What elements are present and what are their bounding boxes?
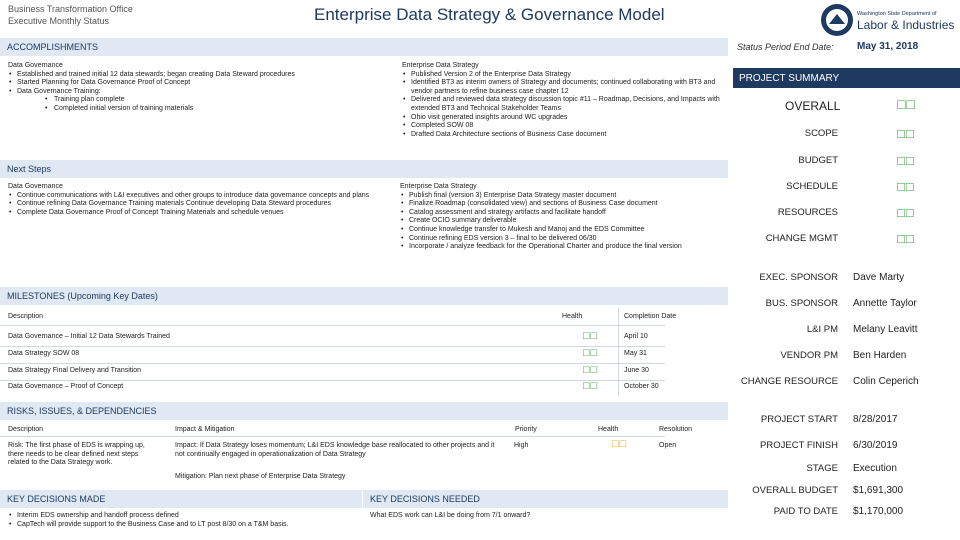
accomplishments-header <box>0 38 728 56</box>
row-divider <box>0 325 665 326</box>
health-status-icon: □□ <box>583 364 599 376</box>
milestone-description: Data Strategy SOW 08 <box>8 350 80 357</box>
list-item: • Established and trained initial 12 data stewards; began creating Data Steward procedures <box>8 71 388 80</box>
section-heading: Enterprise Data Strategy <box>402 62 479 69</box>
list-item: • Continue communications with L&I executives and other groups to introduce data governance concepts and plans <box>8 192 388 201</box>
accomplishments-governance <box>8 62 388 114</box>
next-steps-title: Next Steps <box>7 164 52 174</box>
overall-health <box>733 94 960 118</box>
health-status-icon: □□ <box>583 380 599 392</box>
logo-text-1: Washington State Department of <box>857 11 937 17</box>
summary-value: Annette Taylor <box>853 297 917 309</box>
summary-label: BUS. SPONSOR <box>765 297 838 309</box>
summary-row-pm <box>735 316 960 342</box>
risks-table <box>0 422 728 488</box>
summary-label: STAGE <box>806 462 838 474</box>
key-decisions-needed-text: What EDS work can L&I be doing from 7/1 onward? <box>370 512 531 519</box>
section-heading: Data Governance <box>8 62 63 69</box>
project-summary-header <box>733 68 960 88</box>
list-item: • Training plan complete <box>8 96 388 105</box>
list-item: • Completed SOW 08 <box>402 122 724 131</box>
health-status-icon: □□ <box>897 152 915 168</box>
risk-mitigation: Mitigation: Plan next phase of Enterprise Data Strategy <box>175 473 346 480</box>
health-label: SCHEDULE <box>786 180 838 192</box>
col-header-priority: Priority <box>515 426 537 433</box>
summary-value: Colin Ceperich <box>853 375 919 387</box>
list-item: • Delivered and reviewed data strategy discussion topic #11 – Roadmap, Decisions, and Impacts with extended BT3 and Technical Stakeholder Teams <box>402 96 724 113</box>
summary-row-bus-sponsor <box>735 290 960 316</box>
summary-label: EXEC. SPONSOR <box>759 271 838 283</box>
health-row-scope <box>735 120 960 146</box>
list-item: • CapTech will provide support to the Business Case and to LT post 8/30 on a T&M basis. <box>8 521 358 530</box>
milestone-description: Data Governance – Proof of Concept <box>8 383 124 390</box>
list-item: • Interim EDS ownership and handoff process defined <box>8 512 358 521</box>
health-label: CHANGE MGMT <box>765 232 838 244</box>
table-row <box>0 380 665 394</box>
milestone-date: May 31 <box>624 350 647 357</box>
key-decisions-needed-title: KEY DECISIONS NEEDED <box>370 494 480 504</box>
row-divider <box>0 436 665 437</box>
summary-label: OVERALL BUDGET <box>752 484 838 496</box>
col-header-health: Health <box>598 426 619 433</box>
health-status-icon: □□ <box>612 438 628 450</box>
list-item: • Finalize Roadmap (consolidated view) and sections of Business Case document <box>400 200 722 209</box>
col-header-description: Description <box>8 426 44 433</box>
health-status-icon: □□ <box>897 125 915 141</box>
accomplishments-strategy <box>402 62 724 139</box>
risk-priority: High <box>514 442 529 449</box>
risk-resolution: Open <box>659 442 677 449</box>
list-item: • Continue refining Data Governance Training materials Continue developing Data Steward procedures <box>8 200 388 209</box>
milestone-description: Data Governance – Initial 12 Data Stewards Trained <box>8 333 170 340</box>
health-label: RESOURCES <box>777 206 838 218</box>
list-item: • Continue knowledge transfer to Mukesh and Manoj and the EDS Committee <box>400 226 722 235</box>
summary-row-change-resource <box>735 368 960 394</box>
key-decisions-made-title: KEY DECISIONS MADE <box>7 494 106 504</box>
office-label: Business Transformation Office <box>8 4 133 14</box>
health-status-icon: □□ <box>583 330 599 342</box>
list-item: • Continue refining EDS version 3 – final to be delivered 06/30 <box>400 235 722 244</box>
seal-icon <box>820 3 854 37</box>
health-status-icon: □□ <box>897 96 916 112</box>
health-row-budget <box>735 147 960 173</box>
list-item: • Ohio visit generated insights around WC upgrades <box>402 114 724 123</box>
status-period-value: May 31, 2018 <box>857 41 919 52</box>
milestone-date: October 30 <box>624 383 659 390</box>
summary-row-project-start <box>735 406 960 432</box>
risks-title: RISKS, ISSUES, & DEPENDENCIES <box>7 406 157 416</box>
col-header-description: Description <box>8 313 44 320</box>
key-decisions-made-header <box>0 490 362 508</box>
project-summary-title: PROJECT SUMMARY <box>739 72 840 84</box>
summary-value: Dave Marty <box>853 271 905 283</box>
health-label: SCOPE <box>804 127 838 139</box>
logo-text-2: Labor & Industries <box>857 18 955 32</box>
health-row-schedule <box>735 173 960 199</box>
list-item: • Data Governance Training: <box>8 88 388 97</box>
risk-description: Risk: The first phase of EDS is wrapping up, there needs to be clear defined next steps related to the Data Strategy work. <box>8 442 145 467</box>
summary-label: PROJECT FINISH <box>760 439 838 451</box>
table-row <box>0 364 665 378</box>
list-item: • Completed initial version of training materials <box>8 105 388 114</box>
milestones-header <box>0 287 728 305</box>
summary-label: PAID TO DATE <box>773 505 838 517</box>
status-period-label: Status Period End Date: <box>737 42 834 52</box>
next-steps-governance <box>8 183 388 217</box>
key-decisions-made-list <box>8 512 358 529</box>
summary-value: $1,691,300 <box>853 484 904 496</box>
milestones-table <box>0 308 728 398</box>
milestones-title: MILESTONES (Upcoming Key Dates) <box>7 291 158 301</box>
summary-row-exec-sponsor <box>735 264 960 290</box>
next-steps-strategy <box>400 183 722 252</box>
summary-label: CHANGE RESOURCE <box>740 375 838 387</box>
summary-value: Execution <box>853 462 897 474</box>
summary-value: 6/30/2019 <box>853 439 898 451</box>
health-status-icon: □□ <box>897 178 915 194</box>
list-item: • Identified BT3 as interim owners of Strategy and documents; continued collaborating with BT3 and vendor partners to refine business case chapter 12 <box>402 79 724 96</box>
table-row <box>0 347 665 361</box>
report-subtitle: Executive Monthly Status <box>8 16 110 26</box>
list-item: • Drafted Data Architecture sections of Business Case document <box>402 131 724 140</box>
list-item: • Incorporate / analyze feedback for the Operational Charter and produce the final version <box>400 243 722 252</box>
summary-value: Melany Leavitt <box>853 323 918 335</box>
table-row <box>0 330 665 344</box>
health-label: BUDGET <box>798 154 838 166</box>
summary-row-vendor-pm <box>735 342 960 368</box>
key-decisions-needed-header <box>363 490 728 508</box>
col-header-resolution: Resolution <box>659 426 693 433</box>
health-status-icon: □□ <box>583 347 599 359</box>
next-steps-header <box>0 160 728 178</box>
health-row-resources <box>735 199 960 225</box>
summary-label: PROJECT START <box>760 413 838 425</box>
milestone-description: Data Strategy Final Delivery and Transition <box>8 367 142 374</box>
agency-logo <box>820 3 958 37</box>
summary-value: 8/28/2017 <box>853 413 898 425</box>
accomplishments-title: ACCOMPLISHMENTS <box>7 42 99 52</box>
health-row-change-mgmt <box>735 225 960 251</box>
list-item: • Catalog assessment and strategy artifacts and facilitate handoff <box>400 209 722 218</box>
list-item: • Complete Data Governance Proof of Concept Training Materials and schedule venues <box>8 209 388 218</box>
col-header-health: Health <box>562 313 583 320</box>
overall-label: OVERALL <box>785 99 841 113</box>
section-heading: Enterprise Data Strategy <box>400 183 477 190</box>
risks-header <box>0 402 728 420</box>
health-status-icon: □□ <box>897 230 915 246</box>
summary-label: L&I PM <box>806 323 838 335</box>
health-status-icon: □□ <box>897 204 915 220</box>
summary-row-paid-to-date <box>735 498 960 524</box>
summary-value: Ben Harden <box>853 349 907 361</box>
list-item: • Published Version 2 of the Enterprise Data Strategy <box>402 71 724 80</box>
list-item: • Started Planning for Data Governance Proof of Concept <box>8 79 388 88</box>
summary-label: VENDOR PM <box>780 349 838 361</box>
summary-value: $1,170,000 <box>853 505 904 517</box>
risk-impact: Impact: If Data Strategy loses momentum; L&I EDS knowledge base reallocated to other projects and it not continually engaged in operationalization of Data Strategy <box>175 442 495 458</box>
section-heading: Data Governance <box>8 183 63 190</box>
list-item: • Publish final (version 3) Enterprise Data Strategy master document <box>400 192 722 201</box>
page-title: Enterprise Data Strategy & Governance Model <box>314 5 665 24</box>
milestone-date: April 10 <box>624 333 648 340</box>
col-header-impact: Impact & Mitigation <box>175 426 235 433</box>
milestone-date: June 30 <box>624 367 649 374</box>
col-header-completion-date: Completion Date <box>624 313 677 320</box>
list-item: • Create OCIO summary deliverable <box>400 217 722 226</box>
